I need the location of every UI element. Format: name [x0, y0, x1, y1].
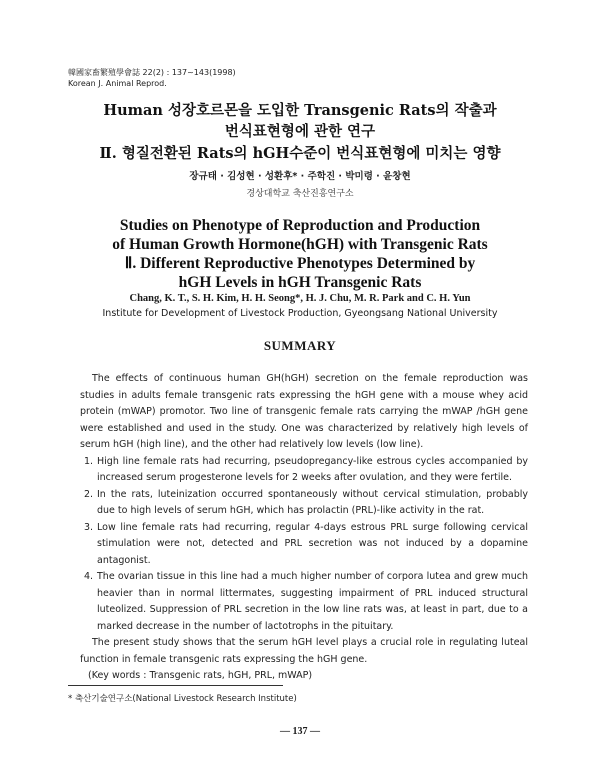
list-text: Low line female rats had recurring, regular 4-days estrous PRL surge following cervical stimulation were not, detected and PRL secretion was not induced by a dopamine antagonist. [97, 521, 528, 566]
journal-citation: 韓國家畜繁殖學會誌 22(2) : 137~143(1998) [68, 68, 236, 77]
page-number: — 137 — [280, 726, 320, 737]
list-item [80, 454, 528, 487]
summary-heading: SUMMARY [263, 338, 337, 353]
summary-intro: The effects of continuous human GH(hGH) secretion on the female reproduction was studies in adults female transgenic rats expressing the hGH gene with a mouse whey acid protein (mWAP) promotor. Two line of transgenic female rats carrying the mWAP /hGH gene were established and used in the study. One was characterized by relatively high levels of serum hGH (high line), and the other had relatively low levels (low line). [80, 373, 528, 450]
english-title-line-3: Ⅱ. Different Reproductive Phenotypes Determined by [124, 255, 476, 272]
list-item [80, 520, 528, 570]
korean-title-line-1: Human 성장호르몬을 도입한 Transgenic Rats의 작출과 [103, 102, 497, 119]
english-title-line-2: of Human Growth Hormone(hGH) with Transgenic Rats [112, 236, 488, 253]
list-item [80, 487, 528, 520]
list-number: 3. [84, 521, 94, 533]
list-number: 1. [84, 455, 94, 467]
english-title-line-1: Studies on Phenotype of Reproduction and Production [119, 217, 481, 234]
korean-title-line-3: Ⅱ. 형질전환된 Rats의 hGH수준이 번식표현형에 미치는 영향 [99, 145, 501, 162]
english-affiliation: Institute for Development of Livestock Production, Gyeongsang National University [102, 308, 498, 319]
list-item [80, 569, 528, 635]
footnote-divider [68, 685, 283, 686]
list-number: 4. [84, 571, 94, 582]
list-text: In the rats, luteinization occurred spontaneously without cervical stimulation, probably due to high levels of serum hGH, which has prolactin (PRL)-like activity in the rat. [97, 488, 528, 516]
footnote: * 축산기술연구소(National Livestock Research Institute) [68, 694, 297, 704]
summary-conclusion: The present study shows that the serum hGH level plays a crucial role in regulating luteal function in female transgenic rats expressing the hGH gene. [80, 637, 528, 665]
english-authors: Chang, K. T., S. H. Kim, H. H. Seong*, H. J. Chu, M. R. Park and C. H. Yun [129, 293, 471, 304]
journal-header [68, 67, 236, 89]
list-text: The ovarian tissue in this line had a much higher number of corpora lutea and grew much heavier than in normal littermates, suggesting impairment of PRL induced structural luteolized. Suppression of PRL secretion in the low line rats was, at least in part, due to a marked decrease in the number of lactotrophs in the pituitary. [97, 571, 528, 632]
keywords: (Key words : Transgenic rats, hGH, PRL, mWAP) [88, 670, 313, 681]
list-number: 2. [84, 488, 94, 500]
journal-english-name: Korean J. Animal Reprod. [68, 79, 167, 88]
findings-list [80, 454, 528, 636]
korean-affiliation: 경상대학교 축산진흥연구소 [246, 189, 354, 199]
korean-title-line-2: 번식표현형에 관한 연구 [224, 123, 376, 140]
english-title-line-4: hGH Levels in hGH Transgenic Rats [178, 274, 422, 291]
list-text: High line female rats had recurring, pseudopregancy-like estrous cycles accompanied by increased serum progesterone levels for 2 weeks after ovulation, and they were fertile. [97, 455, 528, 483]
korean-authors: 장규태 · 김성현 · 성환후* · 주학진 · 박미령 · 윤창현 [189, 171, 411, 182]
summary-body [80, 371, 528, 685]
